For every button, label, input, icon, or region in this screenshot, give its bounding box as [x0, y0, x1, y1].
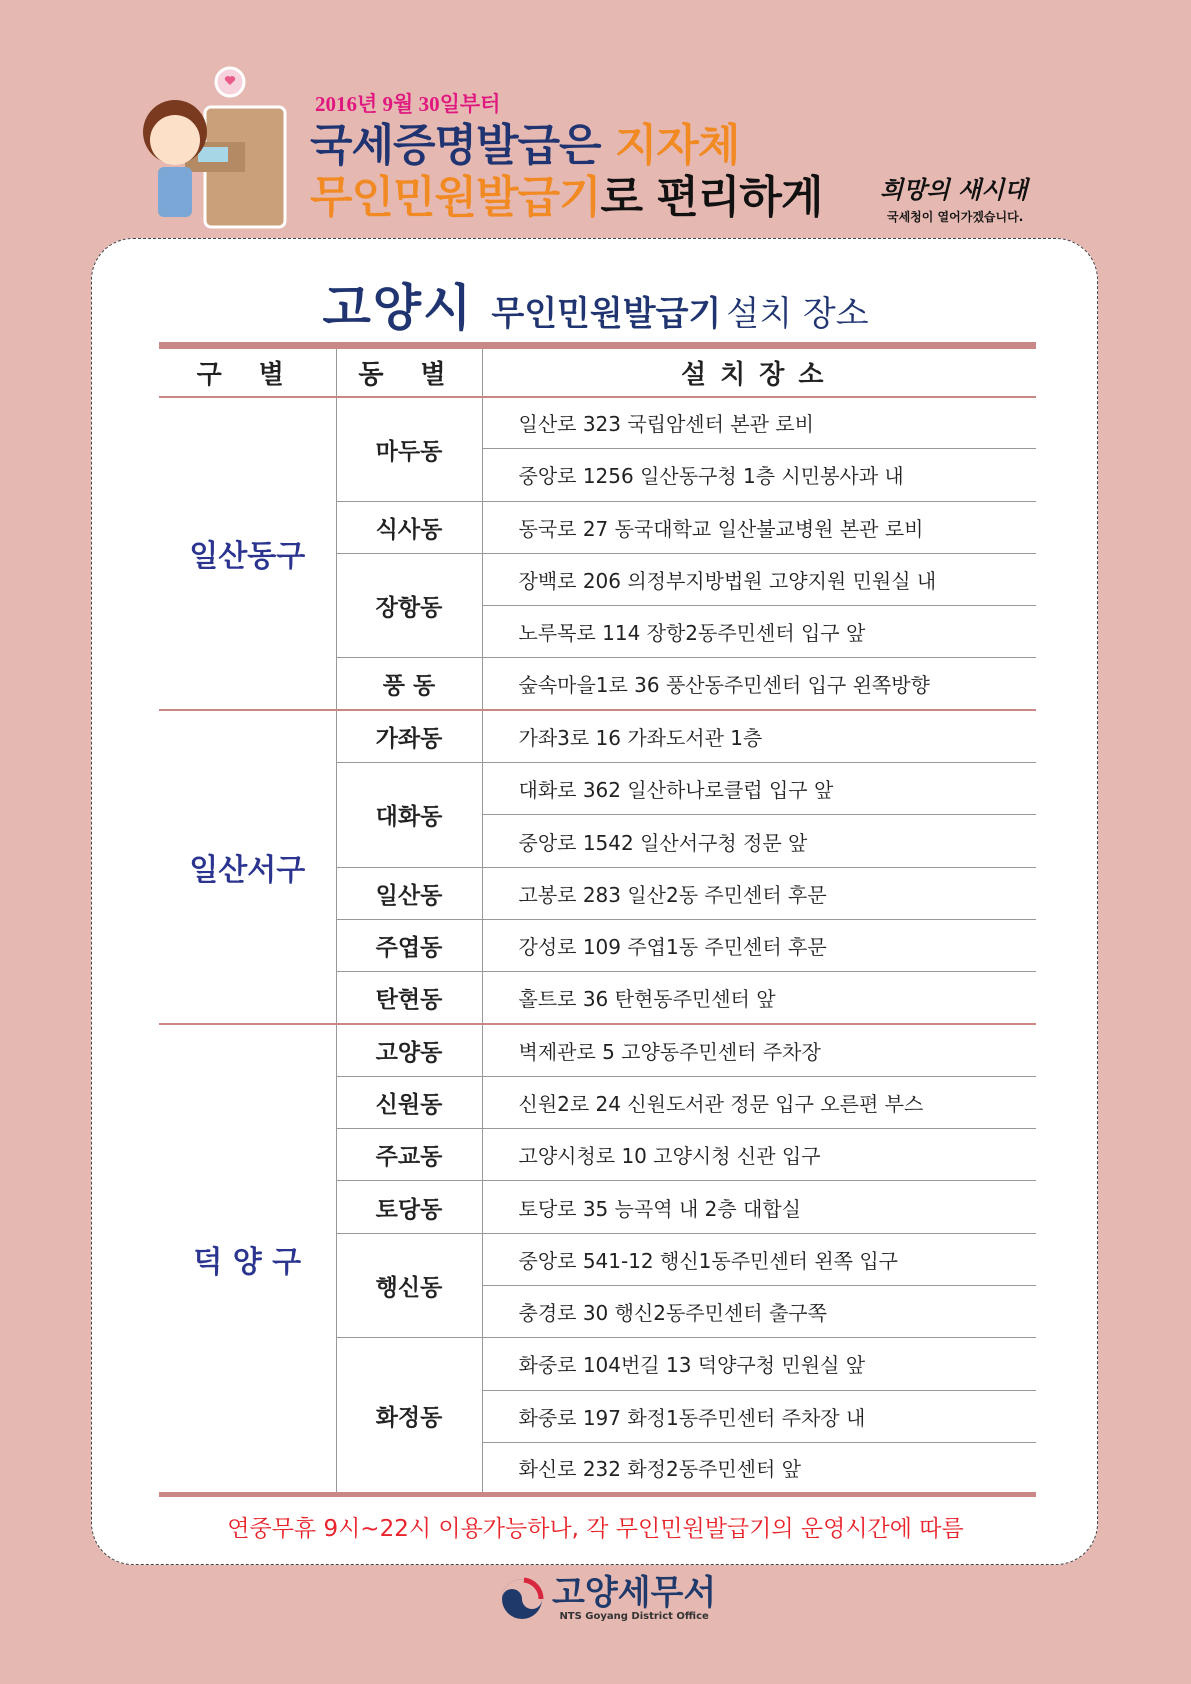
taeguk-icon	[500, 1577, 544, 1621]
location-cell: 장백로 206 의정부지방법원 고양지원 민원실 내	[482, 553, 1036, 605]
location-cell: 중앙로 541-12 행신1동주민센터 왼쪽 입구	[482, 1233, 1036, 1285]
location-cell: 가좌3로 16 가좌도서관 1층	[482, 710, 1036, 762]
dong-cell: 주엽동	[336, 919, 482, 971]
dong-cell: 일산동	[336, 867, 482, 919]
header-gu: 구 별	[159, 346, 336, 397]
start-date: 2016년 9월 30일부터	[315, 92, 501, 116]
nts-logo	[500, 1575, 716, 1622]
kiosk-girl-illustration	[130, 62, 300, 237]
table-row	[159, 1024, 1036, 1076]
dong-cell: 풍 동	[336, 658, 482, 710]
dong-cell: 장항동	[336, 553, 482, 658]
location-cell: 고양시청로 10 고양시청 신관 입구	[482, 1129, 1036, 1181]
dong-cell: 행신동	[336, 1233, 482, 1338]
header-location: 설치장소	[482, 346, 1036, 397]
slogan-sub: 국세청이 열어가겠습니다.	[887, 210, 1024, 224]
location-cell: 벽제관로 5 고양동주민센터 주차장	[482, 1024, 1036, 1076]
location-cell: 화신로 232 화정2동주민센터 앞	[482, 1442, 1036, 1494]
district-cell: 일산동구	[159, 397, 336, 711]
headline-line1	[310, 118, 739, 174]
location-cell: 홀트로 36 탄현동주민센터 앞	[482, 972, 1036, 1024]
dong-cell: 대화동	[336, 763, 482, 868]
location-cell: 토당로 35 능곡역 내 2층 대합실	[482, 1181, 1036, 1233]
location-cell: 중앙로 1256 일산동구청 1층 시민봉사과 내	[482, 449, 1036, 501]
table-row	[159, 710, 1036, 762]
dong-cell: 가좌동	[336, 710, 482, 762]
location-table	[159, 342, 1036, 1497]
location-cell: 대화로 362 일산하나로클럽 입구 앞	[482, 763, 1036, 815]
dong-cell: 마두동	[336, 397, 482, 502]
location-cell: 노루목로 114 장항2동주민센터 입구 앞	[482, 606, 1036, 658]
title-sub: 무인민원발급기	[491, 294, 722, 334]
table-row	[159, 397, 1036, 449]
location-cell: 동국로 27 동국대학교 일산불교병원 본관 로비	[482, 501, 1036, 553]
logo-name: 고양세무서	[552, 1573, 717, 1613]
headline-line2	[310, 170, 822, 226]
location-cell: 강성로 109 주엽1동 주민센터 후문	[482, 919, 1036, 971]
dong-cell: 주교동	[336, 1129, 482, 1181]
city-name: 고양시	[322, 279, 474, 337]
slogan: 희망의 새시대	[880, 175, 1028, 204]
title-sub2: 설치 장소	[726, 294, 869, 334]
location-cell: 숲속마을1로 36 풍산동주민센터 입구 왼쪽방향	[482, 658, 1036, 710]
headline-part: 지자체	[614, 120, 740, 171]
location-cell: 중앙로 1542 일산서구청 정문 앞	[482, 815, 1036, 867]
location-cell: 화중로 104번길 13 덕양구청 민원실 앞	[482, 1338, 1036, 1390]
location-cell: 충경로 30 행신2동주민센터 출구쪽	[482, 1286, 1036, 1338]
location-cell: 신원2로 24 신원도서관 정문 입구 오른편 부스	[482, 1076, 1036, 1128]
logo-english: NTS Goyang District Office	[559, 1611, 709, 1622]
headline-part: 국세증명발급은	[310, 120, 601, 171]
location-cell: 고봉로 283 일산2동 주민센터 후문	[482, 867, 1036, 919]
page-title	[0, 268, 1191, 340]
district-cell: 덕 양 구	[159, 1024, 336, 1495]
dong-cell: 신원동	[336, 1076, 482, 1128]
location-cell: 화중로 197 화정1동주민센터 주차장 내	[482, 1390, 1036, 1442]
dong-cell: 토당동	[336, 1181, 482, 1233]
header-dong: 동 별	[336, 346, 482, 397]
district-cell: 일산서구	[159, 710, 336, 1024]
headline-part: 로 편리하게	[600, 172, 823, 223]
dong-cell: 탄현동	[336, 972, 482, 1024]
dong-cell: 식사동	[336, 501, 482, 553]
headline-part: 무인민원발급기	[310, 172, 601, 223]
dong-cell: 고양동	[336, 1024, 482, 1076]
dong-cell: 화정동	[336, 1338, 482, 1495]
location-cell: 일산로 323 국립암센터 본관 로비	[482, 397, 1036, 449]
operating-hours-note: 연중무휴 9시~22시 이용가능하나, 각 무인민원발급기의 운영시간에 따름	[227, 1516, 964, 1542]
